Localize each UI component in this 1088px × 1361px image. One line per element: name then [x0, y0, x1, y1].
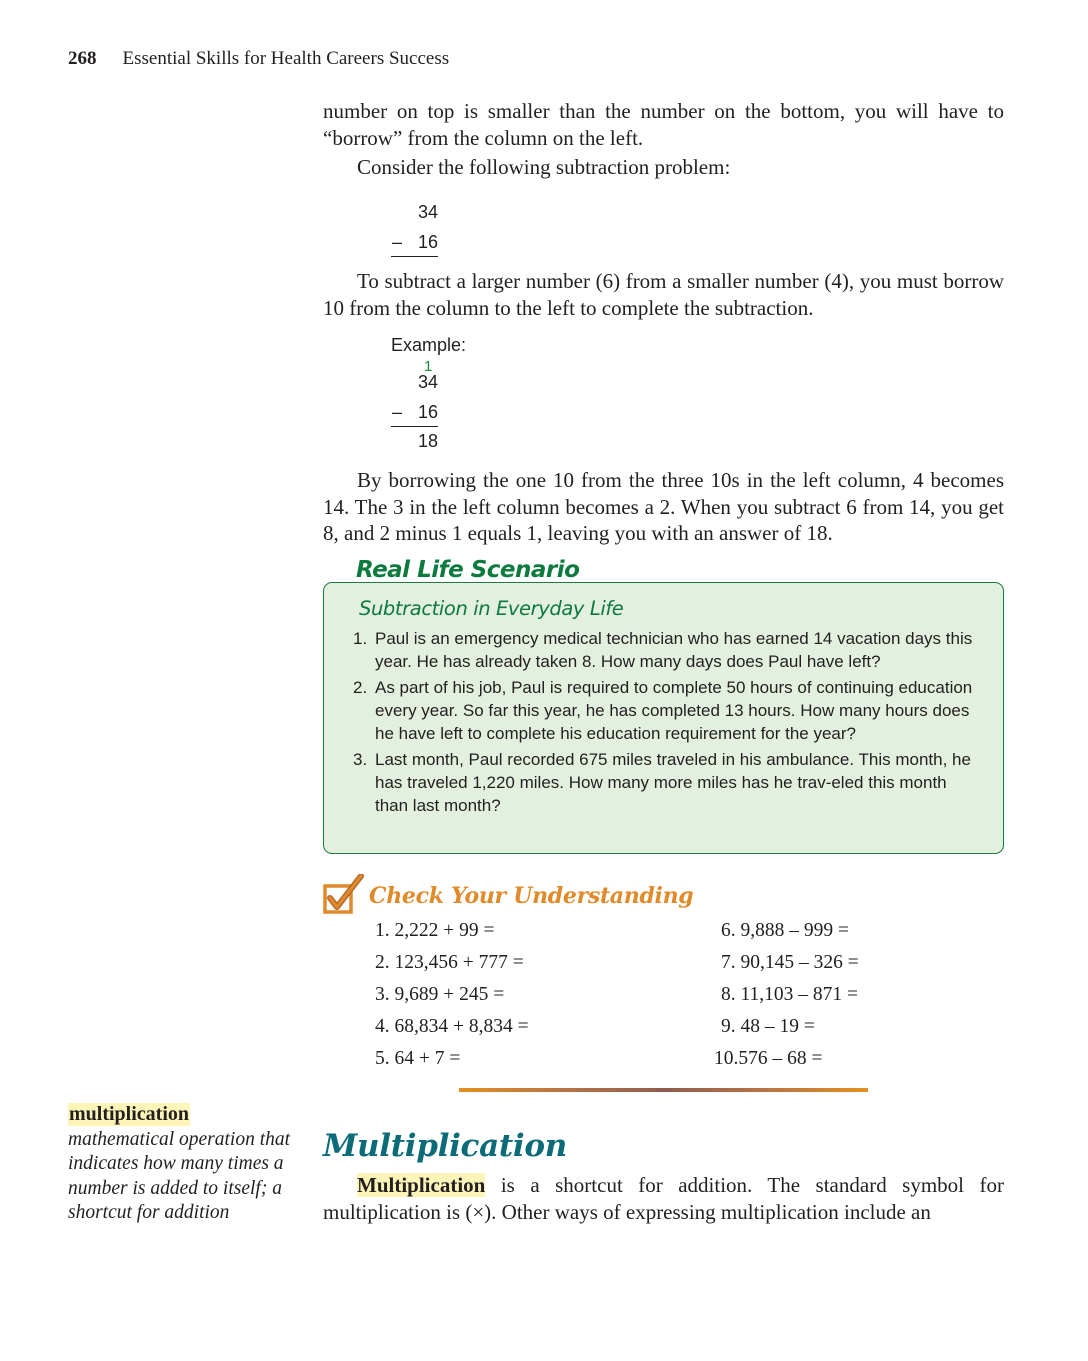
- scenario-item: 1. Paul is an emergency medical technician who has earned 14 vacation days this year. He has already taken 8. How many days does Paul have left?: [353, 629, 973, 671]
- running-header: [68, 48, 449, 70]
- exercise-item: 6. 9,888 – 999 =: [721, 920, 849, 941]
- multiplication-paragraph: Multiplication is a shortcut for addition. The standard symbol for multiplication is (×). Other ways of expressing multiplication include an: [323, 1173, 1004, 1224]
- explanation-paragraph: To subtract a larger number (6) from a smaller number (4), you must borrow 10 from the column to the left to complete the subtraction.: [323, 269, 1004, 320]
- section-divider: [459, 1088, 868, 1092]
- scenario-item: 3. Last month, Paul recorded 675 miles traveled in his ambulance. This month, he has traveled 1,220 miles. How many more miles has he trav-eled this month than last month?: [353, 749, 971, 815]
- exercise-item: 2. 123,456 + 777 =: [375, 952, 524, 973]
- problem-rule: [391, 256, 438, 257]
- example-rule: [391, 426, 438, 427]
- real-life-scenario-subtitle: Subtraction in Everyday Life: [359, 597, 624, 620]
- example-result: 18: [417, 431, 438, 451]
- exercise-item: 9. 48 – 19 =: [721, 1016, 815, 1037]
- scenario-list: [352, 628, 982, 821]
- glossary-definition: mathematical operation that indicates how many times a number is added to itself; a shortcut for addition: [68, 1129, 291, 1223]
- exercise-item: 4. 68,834 + 8,834 =: [375, 1016, 529, 1037]
- check-your-understanding-title: Check Your Understanding: [369, 883, 694, 909]
- highlighted-term: Multiplication: [357, 1173, 486, 1197]
- example-operator: –: [392, 402, 403, 422]
- checkbox-checkmark-icon: [323, 874, 367, 916]
- scenario-item: 2. As part of his job, Paul is required to complete 50 hours of continuing education every year. So far this year, he has completed 13 hours. How many hours does he have left to complete his education requirement for the year?: [353, 678, 973, 743]
- real-life-scenario-title: Real Life Scenario: [356, 557, 580, 583]
- worked-example: [390, 358, 440, 458]
- example-label: Example:: [391, 335, 467, 355]
- glossary-term: multiplication: [69, 1103, 190, 1125]
- problem-operator: –: [392, 232, 403, 252]
- page-number: 268: [68, 48, 97, 69]
- exercise-item: 3. 9,689 + 245 =: [375, 984, 505, 1005]
- book-title: Essential Skills for Health Careers Success: [122, 48, 450, 69]
- borrowing-paragraph: By borrowing the one 10 from the three 10s in the left column, 4 becomes 14. The 3 in the left column becomes a 2. When you subtract 6 from 14, you get 8, and 2 minus 1 equals 1, leaving you with an answer of 18.: [323, 468, 1004, 545]
- subtraction-problem: [390, 200, 440, 260]
- exercise-item: 8. 11,103 – 871 =: [721, 984, 859, 1005]
- exercise-item: 5. 64 + 7 =: [375, 1048, 461, 1069]
- exercise-item: 10.576 – 68 =: [714, 1048, 823, 1069]
- example-top-number: 34: [417, 372, 438, 392]
- borrow-mark: 1: [424, 358, 433, 375]
- exercise-item: 1. 2,222 + 99 =: [375, 920, 495, 941]
- intro-paragraph-2: Consider the following subtraction problem:: [357, 155, 731, 179]
- problem-top-number: 34: [417, 202, 438, 222]
- exercise-item: 7. 90,145 – 326 =: [721, 952, 859, 973]
- section-title: Multiplication: [323, 1128, 568, 1164]
- problem-bottom-number: 16: [417, 232, 438, 252]
- intro-paragraph-1: number on top is smaller than the number on the bottom, you will have to “borrow” from the column on the left.: [323, 99, 1004, 150]
- example-bottom-number: 16: [417, 402, 438, 422]
